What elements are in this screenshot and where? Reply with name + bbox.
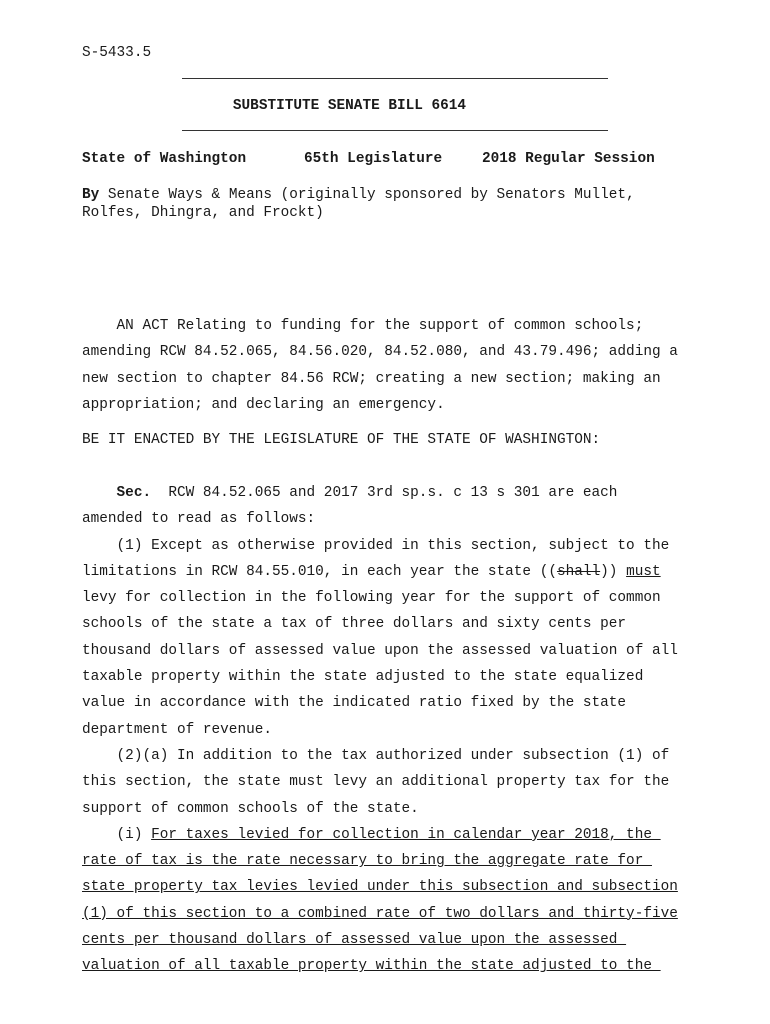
section-line: department of revenue. — [82, 721, 272, 738]
title-rule-bottom — [182, 130, 608, 131]
section-line-amended — [82, 559, 722, 585]
line-text: limitations in RCW 84.55.010, in each year the state (( — [82, 563, 557, 580]
bill-title: SUBSTITUTE SENATE BILL 6614 — [232, 98, 467, 114]
inserted-text: For taxes levied for collection in calendar year 2018, the — [151, 826, 661, 843]
sponsors-line-1 — [82, 187, 635, 203]
line-text: (i) — [82, 826, 152, 843]
inserted-line: valuation of all taxable property within the state adjusted to the — [82, 958, 661, 975]
title-rule-top — [182, 78, 608, 79]
section-line: support of common schools of the state. — [82, 800, 419, 817]
act-line: new section to chapter 84.56 RCW; creating a new section; making an — [82, 370, 661, 387]
state-label: State of Washington — [82, 151, 247, 167]
section-line: thousand dollars of assessed value upon the assessed valuation of all — [82, 642, 678, 659]
act-line: appropriation; and declaring an emergency. — [82, 396, 445, 413]
enacting-clause: BE IT ENACTED BY THE LEGISLATURE OF THE STATE OF WASHINGTON: — [82, 432, 601, 448]
bill-code: S-5433.5 — [82, 45, 152, 61]
inserted-line: state property tax levies levied under this subsection and subsection — [82, 879, 678, 896]
sec-label: Sec. — [116, 485, 152, 501]
section-line: this section, the state must levy an additional property tax for the — [82, 774, 670, 791]
section-line: schools of the state a tax of three dollars and sixty cents per — [82, 616, 627, 633]
section-line: (1) Except as otherwise provided in this section, subject to the — [82, 537, 670, 554]
act-line: amending RCW 84.52.065, 84.56.020, 84.52.080, and 43.79.496; adding a — [82, 344, 678, 361]
section-line: value in accordance with the indicated ratio fixed by the state — [82, 695, 627, 712]
by-label: By — [82, 187, 100, 203]
line-text: )) — [600, 563, 627, 580]
inserted-line: rate of tax is the rate necessary to bring the aggregate rate for — [82, 853, 652, 870]
session-label: 2018 Regular Session — [482, 151, 655, 167]
sponsors-line-2: Rolfes, Dhingra, and Frockt) — [82, 205, 324, 221]
legislature-label: 65th Legislature — [304, 151, 443, 167]
inserted-line: (1) of this section to a combined rate of two dollars and thirty-five — [82, 905, 678, 922]
section-line: amended to read as follows: — [82, 511, 316, 528]
sec-citation: RCW 84.52.065 and 2017 3rd sp.s. c 13 s 301 are each — [151, 485, 618, 501]
section-line: levy for collection in the following year for the support of common — [82, 590, 661, 607]
section-line: (2)(a) In addition to the tax authorized under subsection (1) of — [82, 747, 670, 764]
struck-text: shall — [556, 563, 601, 580]
act-title-block — [82, 313, 722, 418]
section-body — [82, 480, 722, 980]
section-line: taxable property within the state adjusted to the state equalized — [82, 669, 644, 686]
section-line-inserted — [82, 822, 722, 848]
sponsors-text-1: Senate Ways & Means (originally sponsored by Senators Mullet, — [99, 187, 635, 203]
inserted-text: must — [626, 563, 661, 580]
inserted-line: cents per thousand dollars of assessed value upon the assessed — [82, 932, 627, 949]
act-line: AN ACT Relating to funding for the support of common schools; — [82, 318, 644, 334]
section-heading-line — [82, 480, 722, 506]
